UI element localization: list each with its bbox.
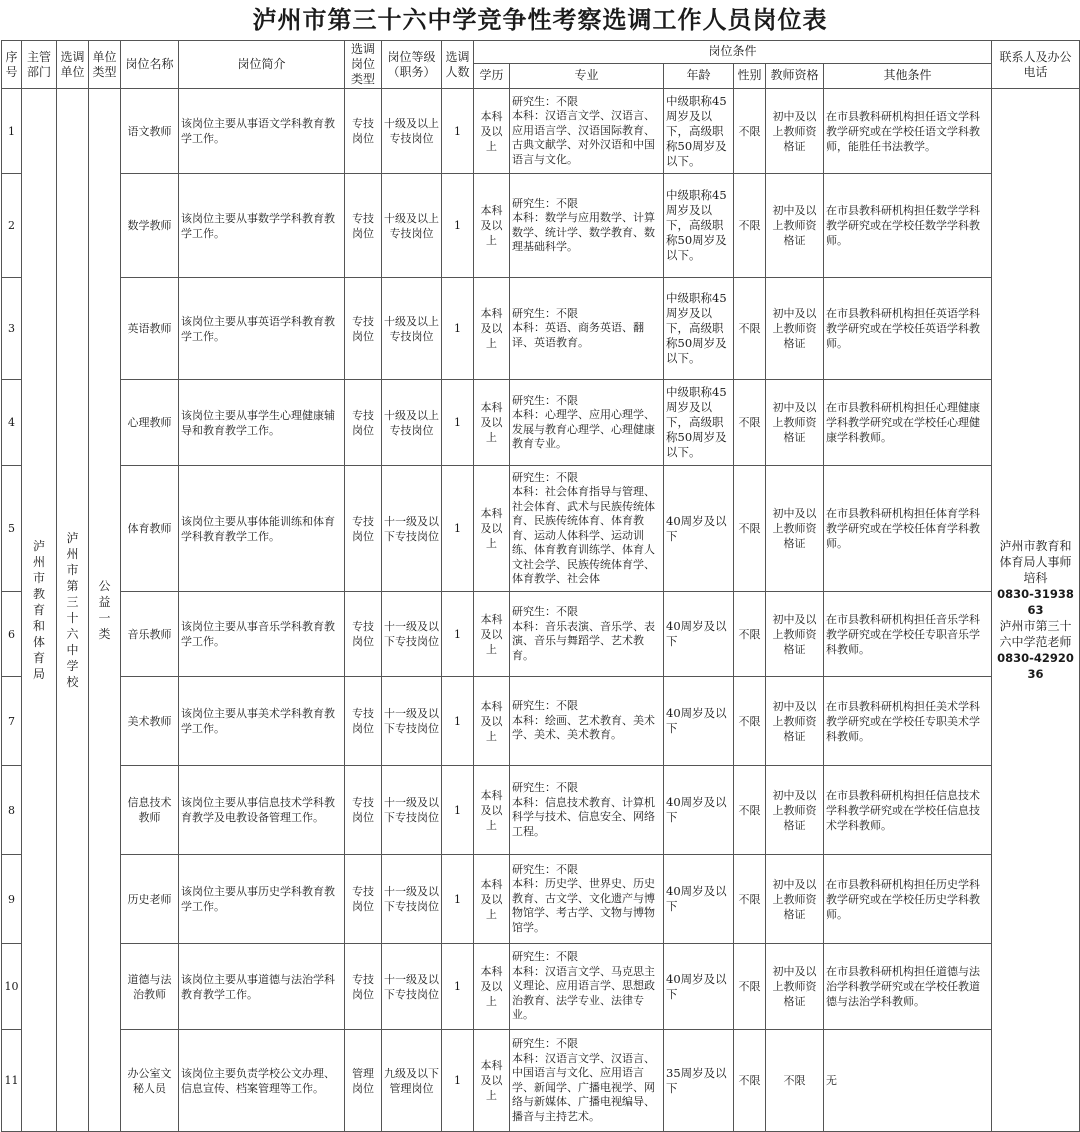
post-level: 十级及以上专技岗位 — [382, 89, 442, 174]
cert-requirement: 初中及以上教师资格证 — [766, 89, 824, 174]
major-requirement: 研究生：不限 本科：历史学、世界史、历史教育、古文学、文化遗产与博物馆学、考古学、文物与博物馆学。 — [510, 855, 664, 944]
gender-requirement: 不限 — [734, 1030, 766, 1132]
header-age: 年龄 — [664, 63, 734, 88]
cert-requirement: 初中及以上教师资格证 — [766, 174, 824, 278]
age-requirement: 40周岁及以下 — [664, 855, 734, 944]
post-type: 专技岗位 — [345, 466, 382, 592]
post-intro: 该岗位主要从事信息技术学科教育教学及电教设备管理工作。 — [179, 766, 345, 855]
post-type: 专技岗位 — [345, 89, 382, 174]
table-row — [2, 174, 1080, 278]
header-edu: 学历 — [474, 63, 510, 88]
other-requirement: 在市县教科研机构担任历史学科教学研究或在学校任历史学科教师。 — [824, 855, 992, 944]
post-name: 语文教师 — [121, 89, 179, 174]
gender-requirement: 不限 — [734, 89, 766, 174]
row-seq: 2 — [2, 174, 22, 278]
other-requirement: 在市县教科研机构担任数学学科教学研究或在学校任数学学科教师。 — [824, 174, 992, 278]
post-type: 专技岗位 — [345, 766, 382, 855]
post-name: 历史老师 — [121, 855, 179, 944]
post-name: 信息技术教师 — [121, 766, 179, 855]
header-unit: 选调单位 — [57, 41, 89, 89]
edu-requirement: 本科及以上 — [474, 278, 510, 380]
header-intro: 岗位简介 — [179, 41, 345, 89]
other-requirement: 在市县教科研机构担任信息技术学科教学研究或在学校任信息技术学科教师。 — [824, 766, 992, 855]
post-intro: 该岗位主要从事美术学科教育教学工作。 — [179, 677, 345, 766]
post-type: 专技岗位 — [345, 855, 382, 944]
post-name: 英语教师 — [121, 278, 179, 380]
page-title: 泸州市第三十六中学竞争性考察选调工作人员岗位表 — [252, 5, 828, 34]
dept-cell — [22, 89, 57, 1132]
post-level: 十级及以上专技岗位 — [382, 380, 442, 466]
major-requirement: 研究生：不限 本科：信息技术教育、计算机科学与技术、信息安全、网络工程。 — [510, 766, 664, 855]
post-count: 1 — [442, 944, 474, 1030]
post-type: 专技岗位 — [345, 278, 382, 380]
cert-requirement: 不限 — [766, 1030, 824, 1132]
post-count: 1 — [442, 1030, 474, 1132]
major-requirement: 研究生：不限 本科：社会体育指导与管理、社会体育、武术与民族传统体育、民族传统体育、体育教育、运动人体科学、运动训练、体育教育训练学、体育人文社会学、民族传统体育学、体育教学、社会体 — [510, 466, 664, 592]
table-row — [2, 766, 1080, 855]
row-seq: 3 — [2, 278, 22, 380]
header-post-type: 选调岗位类型 — [345, 41, 382, 89]
post-count: 1 — [442, 855, 474, 944]
contact-phone-bureau: 0830-3193863 — [997, 587, 1074, 617]
row-seq: 7 — [2, 677, 22, 766]
gender-requirement: 不限 — [734, 174, 766, 278]
header-contact: 联系人及办公电话 — [992, 41, 1080, 89]
cert-requirement: 初中及以上教师资格证 — [766, 278, 824, 380]
post-level: 十级及以上专技岗位 — [382, 278, 442, 380]
table-row — [2, 944, 1080, 1030]
post-intro: 该岗位主要从事道德与法治学科教育教学工作。 — [179, 944, 345, 1030]
other-requirement: 在市县教科研机构担任语文学科教学研究或在学校任语文学科教师，能胜任书法教学。 — [824, 89, 992, 174]
dept-cell-text: 泸州市教育和体育局 — [32, 539, 45, 681]
post-name: 体育教师 — [121, 466, 179, 592]
other-requirement: 在市县教科研机构担任心理健康学科教学研究或在学校任心理健康学科教师。 — [824, 380, 992, 466]
other-requirement: 无 — [824, 1030, 992, 1132]
header-unit-type: 单位类型 — [89, 41, 121, 89]
post-name: 数学教师 — [121, 174, 179, 278]
other-requirement: 在市县教科研机构担任道德与法治学科教学研究或在学校任教道德与法治学科教师。 — [824, 944, 992, 1030]
age-requirement: 40周岁及以下 — [664, 944, 734, 1030]
header-count: 选调人数 — [442, 41, 474, 89]
post-name: 道德与法治教师 — [121, 944, 179, 1030]
table-row — [2, 380, 1080, 466]
gender-requirement: 不限 — [734, 592, 766, 677]
post-count: 1 — [442, 89, 474, 174]
major-requirement: 研究生：不限 本科：绘画、艺术教育、美术学、美术、美术教育。 — [510, 677, 664, 766]
positions-table — [1, 40, 1080, 1132]
cert-requirement: 初中及以上教师资格证 — [766, 766, 824, 855]
unit-cell — [57, 89, 89, 1132]
post-level: 十一级及以下专技岗位 — [382, 855, 442, 944]
contact-school-name: 泸州市第三十六中学范老师 — [999, 619, 1072, 649]
post-intro: 该岗位主要从事体能训练和体育学科教育教学工作。 — [179, 466, 345, 592]
row-seq: 9 — [2, 855, 22, 944]
header-cert: 教师资格 — [766, 63, 824, 88]
table-body — [2, 89, 1080, 1132]
post-name: 美术教师 — [121, 677, 179, 766]
contact-cell — [992, 89, 1080, 1132]
age-requirement: 中级职称45周岁及以下，高级职称50周岁及以下。 — [664, 278, 734, 380]
post-type: 专技岗位 — [345, 677, 382, 766]
contact-dept-name: 泸州市教育和体育局人事师培科 — [999, 539, 1072, 585]
age-requirement: 中级职称45周岁及以下，高级职称50周岁及以下。 — [664, 380, 734, 466]
post-type: 专技岗位 — [345, 174, 382, 278]
row-seq: 4 — [2, 380, 22, 466]
post-name: 心理教师 — [121, 380, 179, 466]
post-level: 九级及以下管理岗位 — [382, 1030, 442, 1132]
other-requirement: 在市县教科研机构担任音乐学科教学研究或在学校任专职音乐学科教师。 — [824, 592, 992, 677]
age-requirement: 中级职称45周岁及以下，高级职称50周岁及以下。 — [664, 89, 734, 174]
header-row-top — [2, 41, 1080, 64]
post-level: 十一级及以下专技岗位 — [382, 466, 442, 592]
post-intro: 该岗位主要负责学校公文办理、信息宣传、档案管理等工作。 — [179, 1030, 345, 1132]
header-conditions: 岗位条件 — [474, 41, 992, 64]
edu-requirement: 本科及以上 — [474, 677, 510, 766]
cert-requirement: 初中及以上教师资格证 — [766, 380, 824, 466]
post-count: 1 — [442, 174, 474, 278]
table-row — [2, 278, 1080, 380]
post-level: 十一级及以下专技岗位 — [382, 677, 442, 766]
post-level: 十级及以上专技岗位 — [382, 174, 442, 278]
header-level: 岗位等级（职务） — [382, 41, 442, 89]
table-row — [2, 466, 1080, 592]
header-dept: 主管部门 — [22, 41, 57, 89]
cert-requirement: 初中及以上教师资格证 — [766, 677, 824, 766]
post-name: 音乐教师 — [121, 592, 179, 677]
age-requirement: 40周岁及以下 — [664, 766, 734, 855]
age-requirement: 中级职称45周岁及以下，高级职称50周岁及以下。 — [664, 174, 734, 278]
edu-requirement: 本科及以上 — [474, 174, 510, 278]
major-requirement: 研究生：不限 本科：汉语言文学、汉语言、中国语言与文化、应用语言学、新闻学、广播电视学、网络与新媒体、广播电视编导、播音与主持艺术。 — [510, 1030, 664, 1132]
post-type: 管理岗位 — [345, 1030, 382, 1132]
row-seq: 1 — [2, 89, 22, 174]
edu-requirement: 本科及以上 — [474, 89, 510, 174]
post-count: 1 — [442, 380, 474, 466]
other-requirement: 在市县教科研机构担任体育学科教学研究或在学校任体育学科教师。 — [824, 466, 992, 592]
post-count: 1 — [442, 592, 474, 677]
post-intro: 该岗位主要从事数学学科教育教学工作。 — [179, 174, 345, 278]
other-requirement: 在市县教科研机构担任美术学科教学研究或在学校任专职美术学科教师。 — [824, 677, 992, 766]
age-requirement: 40周岁及以下 — [664, 466, 734, 592]
unit-type-cell — [89, 89, 121, 1132]
post-count: 1 — [442, 278, 474, 380]
edu-requirement: 本科及以上 — [474, 855, 510, 944]
post-type: 专技岗位 — [345, 380, 382, 466]
row-seq: 5 — [2, 466, 22, 592]
cert-requirement: 初中及以上教师资格证 — [766, 855, 824, 944]
header-major: 专业 — [510, 63, 664, 88]
gender-requirement: 不限 — [734, 944, 766, 1030]
edu-requirement: 本科及以上 — [474, 466, 510, 592]
gender-requirement: 不限 — [734, 278, 766, 380]
post-level: 十一级及以下专技岗位 — [382, 592, 442, 677]
row-seq: 6 — [2, 592, 22, 677]
cert-requirement: 初中及以上教师资格证 — [766, 944, 824, 1030]
unit-type-cell-text: 公益一类 — [98, 579, 111, 641]
table-row — [2, 1030, 1080, 1132]
age-requirement: 40周岁及以下 — [664, 677, 734, 766]
major-requirement: 研究生：不限 本科：数学与应用数学、计算数学、统计学、数学教育、数理基础科学。 — [510, 174, 664, 278]
row-seq: 11 — [2, 1030, 22, 1132]
post-type: 专技岗位 — [345, 944, 382, 1030]
post-level: 十一级及以下专技岗位 — [382, 944, 442, 1030]
age-requirement: 35周岁及以下 — [664, 1030, 734, 1132]
table-row — [2, 677, 1080, 766]
table-row — [2, 89, 1080, 174]
major-requirement: 研究生：不限 本科：汉语言文学、汉语言、应用语言学、汉语国际教育、古典文献学、对外汉语和中国语言与文化。 — [510, 89, 664, 174]
other-requirement: 在市县教科研机构担任英语学科教学研究或在学校任英语学科教师。 — [824, 278, 992, 380]
edu-requirement: 本科及以上 — [474, 944, 510, 1030]
post-intro: 该岗位主要从事学生心理健康辅导和教育教学工作。 — [179, 380, 345, 466]
major-requirement: 研究生：不限 本科：汉语言文学、马克思主义理论、应用语言学、思想政治教育、法学专业、法律专业。 — [510, 944, 664, 1030]
cert-requirement: 初中及以上教师资格证 — [766, 592, 824, 677]
major-requirement: 研究生：不限 本科：英语、商务英语、翻译、英语教育。 — [510, 278, 664, 380]
post-intro: 该岗位主要从事英语学科教育教学工作。 — [179, 278, 345, 380]
unit-cell-text: 泸州市第三十六中学校 — [66, 531, 79, 689]
edu-requirement: 本科及以上 — [474, 1030, 510, 1132]
row-seq: 10 — [2, 944, 22, 1030]
header-post-name: 岗位名称 — [121, 41, 179, 89]
header-other: 其他条件 — [824, 63, 992, 88]
edu-requirement: 本科及以上 — [474, 592, 510, 677]
header-gender: 性别 — [734, 63, 766, 88]
gender-requirement: 不限 — [734, 466, 766, 592]
edu-requirement: 本科及以上 — [474, 380, 510, 466]
age-requirement: 40周岁及以下 — [664, 592, 734, 677]
post-intro: 该岗位主要从事语文学科教育教学工作。 — [179, 89, 345, 174]
row-seq: 8 — [2, 766, 22, 855]
gender-requirement: 不限 — [734, 677, 766, 766]
post-level: 十一级及以下专技岗位 — [382, 766, 442, 855]
major-requirement: 研究生：不限 本科：心理学、应用心理学、发展与教育心理学、心理健康教育专业。 — [510, 380, 664, 466]
post-name: 办公室文秘人员 — [121, 1030, 179, 1132]
post-intro: 该岗位主要从事音乐学科教育教学工作。 — [179, 592, 345, 677]
gender-requirement: 不限 — [734, 380, 766, 466]
edu-requirement: 本科及以上 — [474, 766, 510, 855]
post-intro: 该岗位主要从事历史学科教育教学工作。 — [179, 855, 345, 944]
post-count: 1 — [442, 677, 474, 766]
gender-requirement: 不限 — [734, 855, 766, 944]
post-type: 专技岗位 — [345, 592, 382, 677]
major-requirement: 研究生：不限 本科：音乐表演、音乐学、表演、音乐与舞蹈学、艺术教育。 — [510, 592, 664, 677]
post-count: 1 — [442, 766, 474, 855]
table-row — [2, 592, 1080, 677]
cert-requirement: 初中及以上教师资格证 — [766, 466, 824, 592]
table-row — [2, 855, 1080, 944]
gender-requirement: 不限 — [734, 766, 766, 855]
post-count: 1 — [442, 466, 474, 592]
contact-phone-school: 0830-4292036 — [997, 651, 1074, 681]
header-seq: 序号 — [2, 41, 22, 89]
